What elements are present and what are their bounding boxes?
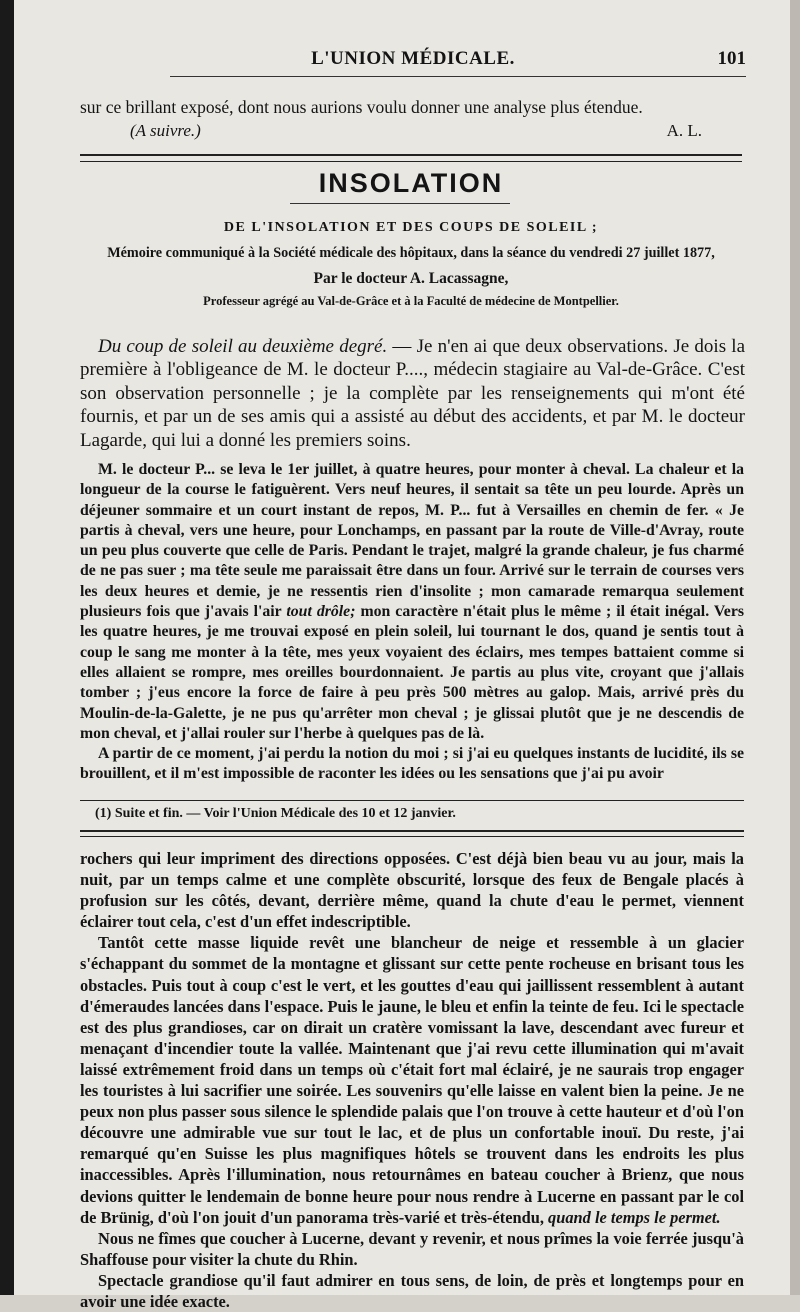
scan-right-edge [790, 0, 800, 1295]
footnote: (1) Suite et fin. — Voir l'Union Médicale des 10 et 12 janvier. [95, 806, 456, 821]
author-line: Par le docteur A. Lacassagne, [313, 270, 509, 287]
author-initials: A. L. [666, 121, 702, 140]
header-rule [170, 76, 746, 77]
cont-italic: quand le temps le permet. [548, 1207, 721, 1227]
article-title: INSOLATION [318, 168, 504, 198]
article-subtitle: DE L'INSOLATION ET DES COUPS DE SOLEIL ; [223, 220, 599, 235]
case-text-a: M. le docteur P... se leva le 1er juillet, à quatre heures, pour monter à cheval. La chaleur et la longueur de la course le fatiguèrent. Vers neuf heures, il sentait sa tête un peu lourde. Après un déjeuner sommaire et un court instant de repos, M. P... fut à Versailles en chemin de fer. « Je partis à cheval, vers une heure, pour Lonchamps, en passant par la route de Ville-d'Avray, route un peu plus couverte que celle de Paris. Pendant le trajet, malgré la grande chaleur, je fus charmé de ne pas suer ; ma tête seule me paraissait être dans un four. Arrivé sur le terrain de courses vers les deux heures et demie, je ne ressentis rien d'insolite ; mon camarade remarqua seulement plusieurs fois que j'avais l'air [80, 461, 744, 621]
journal-title: L'UNION MÉDICALE. [311, 48, 515, 69]
cont-paragraph-3: Nous ne fîmes que coucher à Lucerne, devant y revenir, et nous prîmes la voie ferrée jusqu'à Shaffouse pour visiter la chute du Rhin. [80, 1228, 744, 1269]
case-italic: tout drôle; [286, 603, 356, 621]
section-divider [80, 154, 742, 162]
memoire-note: Mémoire communiqué à la Société médicale des hôpitaux, dans la séance du vendredi 27 juillet 1877, [107, 245, 715, 261]
feuilleton-divider [80, 830, 744, 837]
observation-lead: Du coup de soleil au deuxième degré. [98, 336, 388, 357]
cont-paragraph-1: rochers qui leur impriment des directions opposées. C'est déjà bien beau vu au jour, mais la nuit, par un temps calme et une complète obscurité, lorsque des feux de Bengale placés à profusion sur les côtés, devant, derrière même, quand la chute d'eau le permet, viennent éclairer tout cela, c'est d'un effet indescriptible. [80, 849, 744, 932]
intro-text: sur ce brillant exposé, dont nous aurions voulu donner une analyse plus étendue. [80, 97, 643, 117]
cont-paragraph-4: Spectacle grandiose qu'il faut admirer en tous sens, de loin, de près et longtemps pour en avoir une idée exacte. [80, 1270, 744, 1311]
case-text-b: mon caractère n'était plus le même ; il était inégal. Vers les quatre heures, je me trouvai exposé en plein soleil, lui tournant le dos, quand je sentis tout à coup le sang me monter à la tête, mes yeux voyaient des éclairs, mes tempes battaient comme si elles allaient se rompre, mes oreilles bourdonnaient. Je partis au plus vite, croyant que j'allais tomber ; j'eus encore la force de faire à peu près 500 mètres au galop. Mais, arrivé près du Moulin-de-la-Galette, je ne pus qu'arrêter mon cheval ; je glissai plutôt que je ne descendis de mon cheval, et j'allai rouler sur l'herbe à quelques pas de là. [80, 603, 744, 742]
case-report [80, 460, 744, 785]
author-affiliation: Professeur agrégé au Val-de-Grâce et à la Faculté de médecine de Montpellier. [203, 294, 619, 308]
feuilleton-text [80, 848, 744, 1312]
running-head [80, 48, 746, 76]
case-paragraph-1 [80, 460, 744, 744]
case-paragraph-2: A partir de ce moment, j'ai perdu la notion du moi ; si j'ai eu quelques instants de lucidité, ils se brouillent, et il m'est impossible de raconter les idées ou les sensations que j'ai pu avoir [80, 745, 744, 783]
to-be-continued: (A suivre.) [130, 121, 201, 140]
previous-article-end [80, 96, 742, 142]
cont-text-a: Tantôt cette masse liquide revêt une blancheur de neige et ressemble à un glacier s'échappant du sommet de la montagne et glissant sur cette pente rocheuse en brisant tous les obstacles. Puis tout à coup c'est le vert, et les gouttes d'eau qui jaillissent ressemblent à autant d'émeraudes lancées dans l'espace. Puis le jaune, le bleu et enfin la teinte de feu. Ici le spectacle est des plus grandioses, car on dirait un cratère vomissant la lave, descendant avec fureur et menaçant d'incendier toute la vallée. Maintenant que j'ai revu cette illumination qui m'avait laissé extrêmement froid dans un temps où c'était fort mal éclairé, je ne saurais trop engager les touristes à lui sacrifier une soirée. Les souvenirs qu'elle laisse en valent bien la peine. Je ne peux non plus passer sous silence le splendide palais que l'on trouve à cette hauteur et d'où l'on découvre une admirable vue sur tout le lac, et de plus un confortable inouï. Du reste, j'ai remarqué qu'en Suisse les plus magnifiques hôtels se trouvent dans les endroits les plus inaccessibles. Après l'illumination, nous retournâmes en bateau coucher à Brienz, que nous devions quitter le lendemain de bonne heure pour nous rendre à Lucerne en passant par le col de Brünig, d'où l'on jouit d'un panorama très-varié et très-étendu, [80, 933, 744, 1227]
footnote-rule [80, 800, 744, 801]
page-number: 101 [717, 48, 746, 69]
signature-row [80, 119, 742, 142]
title-underline [290, 203, 510, 204]
observation-paragraph [80, 335, 745, 452]
scan-left-edge [0, 0, 14, 1295]
cont-paragraph-2 [80, 932, 744, 1227]
observation-text: — Je n'en ai que deux observations. Je dois la première à l'obligeance de M. le docteur P...., médecin stagiaire au Val-de-Grâce. C'est son observation personnelle ; je la complète par les renseignements qui m'ont été fournis, et par un de ses amis qui a assisté au début des accidents, et par M. le docteur Lagarde, qui lui a donné les premiers soins. [80, 336, 746, 451]
